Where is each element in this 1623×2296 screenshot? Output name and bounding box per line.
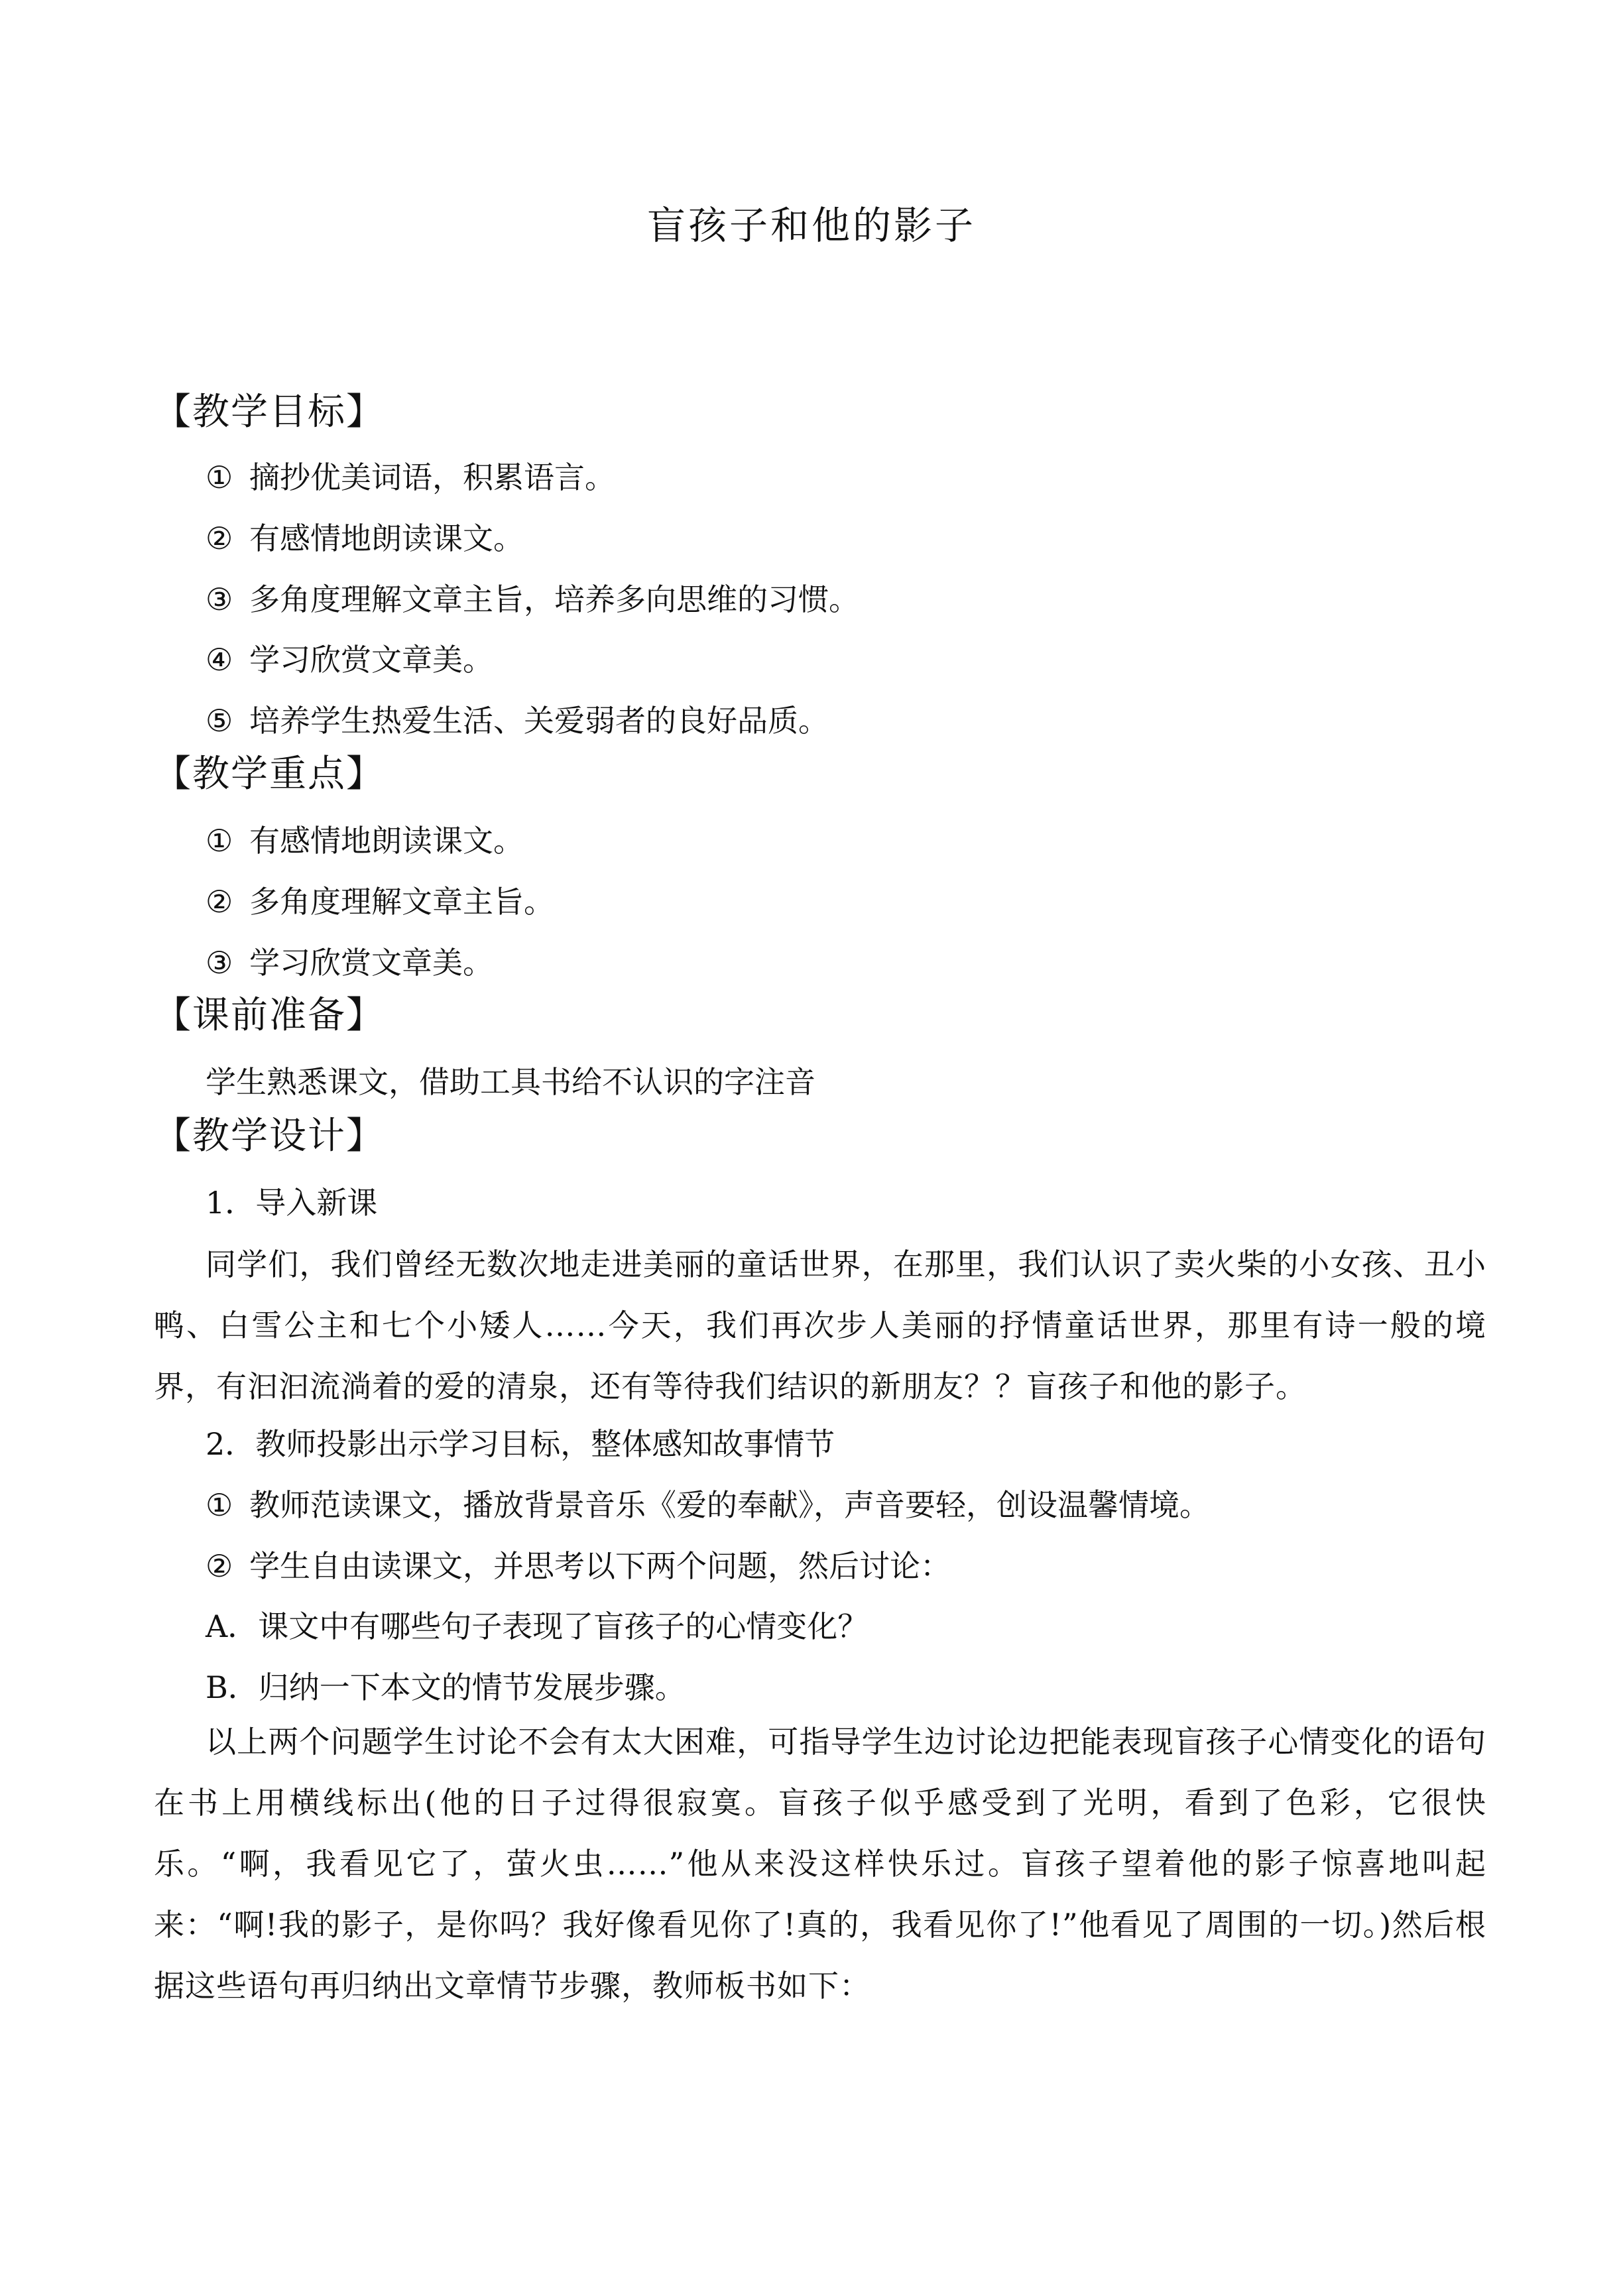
goal-item [206, 454, 615, 501]
item-number: ⑤ [206, 703, 233, 739]
item-text: 教师范读课文，播放背景音乐《爱的奉献》，声音要轻，创设温馨情境。 [249, 1487, 1210, 1523]
goal-item [206, 576, 859, 623]
item-text: 摘抄优美词语，积累语言。 [249, 459, 615, 495]
item-text: 有感情地朗读课文。 [249, 520, 524, 556]
design-sub-item [206, 1543, 951, 1589]
design-step-2: 2．教师投影出示学习目标，整体感知故事情节 [206, 1426, 835, 1462]
item-number: ① [206, 459, 233, 495]
item-number: ① [206, 823, 233, 859]
item-number: ② [206, 884, 233, 920]
item-text: 学习欣赏文章美。 [249, 945, 493, 981]
design-paragraph-discussion: 以上两个问题学生讨论不会有太大困难，可指导学生边讨论边把能表现盲孩子心情变化的语句在书上用横线标出(他的日子过得很寂寞。盲孩子似乎感受到了光明，看到了色彩，它很快乐。“啊，我看见它了，萤火虫……”他从来没这样快乐过。盲孩子望着他的影子惊喜地叫起来：“啊!我的影子，是你吗？我好像看见你了!真的，我看见你了!”他看见了周围的一切。)然后根据这些语句再归纳出文章情节步骤，教师板书如下： [154, 1724, 1486, 2004]
section-heading-prep: 【课前准备】 [154, 994, 385, 1037]
item-text: 有感情地朗读课文。 [249, 823, 524, 859]
design-sub-item [206, 1482, 1210, 1528]
section-heading-design: 【教学设计】 [154, 1115, 385, 1158]
section-heading-key-points: 【教学重点】 [154, 753, 385, 796]
goal-item [206, 636, 493, 683]
item-number: ③ [206, 945, 233, 981]
goal-item [206, 697, 829, 744]
item-number: ① [206, 1487, 233, 1523]
key-point-item [206, 817, 524, 864]
page-title: 盲孩子和他的影子 [646, 203, 976, 248]
prep-text: 学生熟悉课文，借助工具书给不认识的字注音 [206, 1064, 815, 1100]
design-paragraph-intro: 同学们，我们曾经无数次地走进美丽的童话世界，在那里，我们认识了卖火柴的小女孩、丑小鸭、白雪公主和七个小矮人……今天，我们再次步人美丽的抒情童话世界，那里有诗一般的境界，有汩汩流淌着的爱的清泉，还有等待我们结识的新朋友？？盲孩子和他的影子。 [154, 1246, 1486, 1404]
question-a: A．课文中有哪些句子表现了盲孩子的心情变化？ [206, 1608, 869, 1644]
item-number: ② [206, 520, 233, 556]
item-text: 多角度理解文章主旨，培养多向思维的习惯。 [249, 581, 859, 617]
section-heading-goals: 【教学目标】 [154, 391, 385, 434]
item-number: ③ [206, 581, 233, 617]
item-text: 多角度理解文章主旨。 [249, 884, 554, 920]
item-text: 学习欣赏文章美。 [249, 642, 493, 678]
item-number: ② [206, 1548, 233, 1584]
key-point-item [206, 939, 493, 986]
item-text: 培养学生热爱生活、关爱弱者的良好品质。 [249, 703, 829, 739]
question-b: B．归纳一下本文的情节发展步骤。 [206, 1669, 686, 1705]
item-text: 学生自由读课文，并思考以下两个问题，然后讨论： [249, 1548, 951, 1584]
item-number: ④ [206, 642, 233, 678]
key-point-item [206, 878, 554, 925]
goal-item [206, 515, 524, 562]
design-step-1: 1．导入新课 [206, 1185, 378, 1221]
